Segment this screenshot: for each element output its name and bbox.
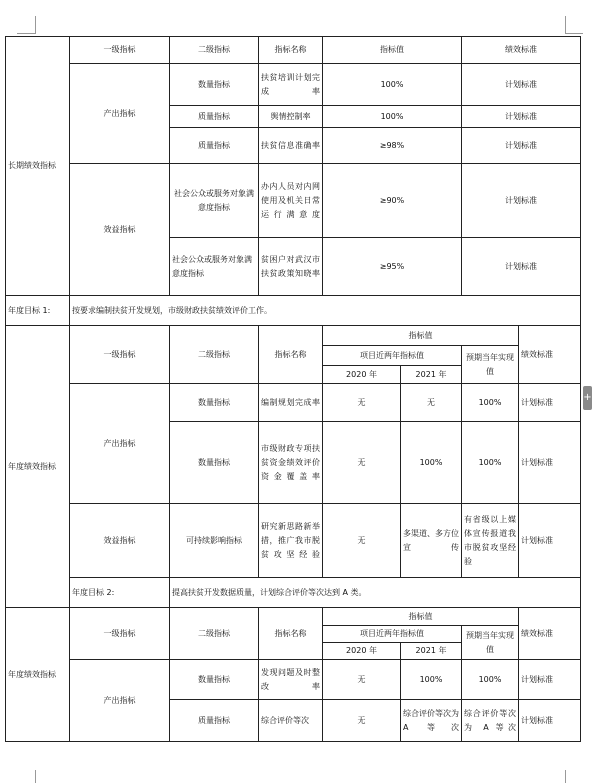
level1-cell: 效益指标 [70, 504, 170, 578]
value-2021: 100% [401, 660, 462, 700]
level1-cell: 产出指标 [70, 384, 170, 504]
level2-cell: 质量指标 [170, 700, 259, 742]
level2-cell: 数量指标 [170, 660, 259, 700]
indicator-value: 100% [323, 106, 462, 128]
header-standard: 绩效标准 [519, 608, 581, 660]
header-level2: 二级指标 [170, 37, 259, 64]
indicator-value: ≥98% [323, 128, 462, 164]
indicator-standard: 计划标准 [462, 164, 581, 238]
indicator-standard: 计划标准 [462, 64, 581, 106]
value-expected: 100% [462, 660, 519, 700]
value-2021: 综合评价等次为 A 等次 [401, 700, 462, 742]
indicator-standard: 计划标准 [519, 700, 581, 742]
header-level2: 二级指标 [170, 326, 259, 384]
indicator-name: 贫困户对武汉市扶贫政策知晓率 [259, 238, 323, 296]
header-name: 指标名称 [259, 37, 323, 64]
indicator-value: ≥90% [323, 164, 462, 238]
indicator-name: 扶贫培训计划完成率 [259, 64, 323, 106]
value-2020: 无 [323, 422, 401, 504]
level2-cell: 质量指标 [170, 106, 259, 128]
value-2020: 无 [323, 660, 401, 700]
header-value: 指标值 [323, 326, 519, 346]
level2-cell: 数量指标 [170, 384, 259, 422]
header-2020: 2020 年 [323, 643, 401, 660]
value-2021: 100% [401, 422, 462, 504]
crop-mark [565, 770, 566, 783]
crop-mark [35, 16, 36, 34]
annual-goal-text: 按要求编制扶贫开发规划，市级财政扶贫绩效评价工作。 [70, 296, 581, 326]
indicator-standard: 计划标准 [462, 106, 581, 128]
indicator-standard: 计划标准 [519, 504, 581, 578]
indicator-value: 100% [323, 64, 462, 106]
header-level2: 二级指标 [170, 608, 259, 660]
level2-cell: 可持续影响指标 [170, 504, 259, 578]
level1-cell: 产出指标 [70, 64, 170, 164]
header-value: 指标值 [323, 37, 462, 64]
annual-section-label: 年度绩效指标 [6, 326, 70, 608]
value-2021: 多渠道、多方位宣传 [401, 504, 462, 578]
indicator-standard: 计划标准 [519, 660, 581, 700]
header-2021: 2021 年 [401, 366, 462, 384]
level2-cell: 数量指标 [170, 64, 259, 106]
indicator-name: 市级财政专项扶贫资金绩效评价资金覆盖率 [259, 422, 323, 504]
value-expected: 100% [462, 384, 519, 422]
header-value: 指标值 [323, 608, 519, 626]
annual-goal-label: 年度目标 1: [6, 296, 70, 326]
crop-mark [17, 33, 35, 34]
value-expected: 100% [462, 422, 519, 504]
header-level1: 一级指标 [70, 608, 170, 660]
header-level1: 一级指标 [70, 326, 170, 384]
header-level1: 一级指标 [70, 37, 170, 64]
header-2021: 2021 年 [401, 643, 462, 660]
header-name: 指标名称 [259, 608, 323, 660]
level2-cell: 质量指标 [170, 128, 259, 164]
level2-cell: 社会公众或服务对象满意度指标 [170, 238, 259, 296]
header-2020: 2020 年 [323, 366, 401, 384]
header-standard: 绩效标准 [519, 326, 581, 384]
performance-table [5, 36, 581, 742]
indicator-name: 舆情控制率 [259, 106, 323, 128]
indicator-standard: 计划标准 [519, 422, 581, 504]
level1-cell: 效益指标 [70, 164, 170, 296]
indicator-name: 办内人员对内网使用及机关日常运行满意度 [259, 164, 323, 238]
indicator-name: 研究新思路新举措，推广我市脱贫攻坚经验 [259, 504, 323, 578]
header-name: 指标名称 [259, 326, 323, 384]
header-standard: 绩效标准 [462, 37, 581, 64]
annual-goal-text: 提高扶贫开发数据质量，计划综合评价等次达到 A 类。 [170, 578, 581, 608]
expand-handle-icon[interactable]: + [583, 386, 592, 410]
level1-cell: 产出指标 [70, 660, 170, 742]
crop-mark [565, 16, 566, 34]
value-2020: 无 [323, 700, 401, 742]
indicator-name: 综合评价等次 [259, 700, 323, 742]
value-2021: 无 [401, 384, 462, 422]
indicator-name: 发现问题及时整改率 [259, 660, 323, 700]
indicator-standard: 计划标准 [462, 238, 581, 296]
level2-cell: 数量指标 [170, 422, 259, 504]
value-expected: 有省级以上媒体宣传报道我市脱贫攻坚经验 [462, 504, 519, 578]
header-expected: 预期当年实现值 [462, 626, 519, 660]
value-2020: 无 [323, 504, 401, 578]
indicator-standard: 计划标准 [519, 384, 581, 422]
longterm-section-label: 长期绩效指标 [6, 37, 70, 296]
header-history: 项目近两年指标值 [323, 626, 462, 643]
indicator-value: ≥95% [323, 238, 462, 296]
value-expected: 综合评价等次为 A 等次 [462, 700, 519, 742]
level2-cell: 社会公众或服务对象满意度指标 [170, 164, 259, 238]
value-2020: 无 [323, 384, 401, 422]
crop-mark [565, 33, 583, 34]
crop-mark [35, 770, 36, 783]
indicator-name: 扶贫信息准确率 [259, 128, 323, 164]
indicator-name: 编制规划完成率 [259, 384, 323, 422]
annual-section-label: 年度绩效指标 [6, 608, 70, 742]
header-expected: 预期当年实现值 [462, 346, 519, 384]
annual-goal-label: 年度目标 2: [70, 578, 170, 608]
header-history: 项目近两年指标值 [323, 346, 462, 366]
indicator-standard: 计划标准 [462, 128, 581, 164]
